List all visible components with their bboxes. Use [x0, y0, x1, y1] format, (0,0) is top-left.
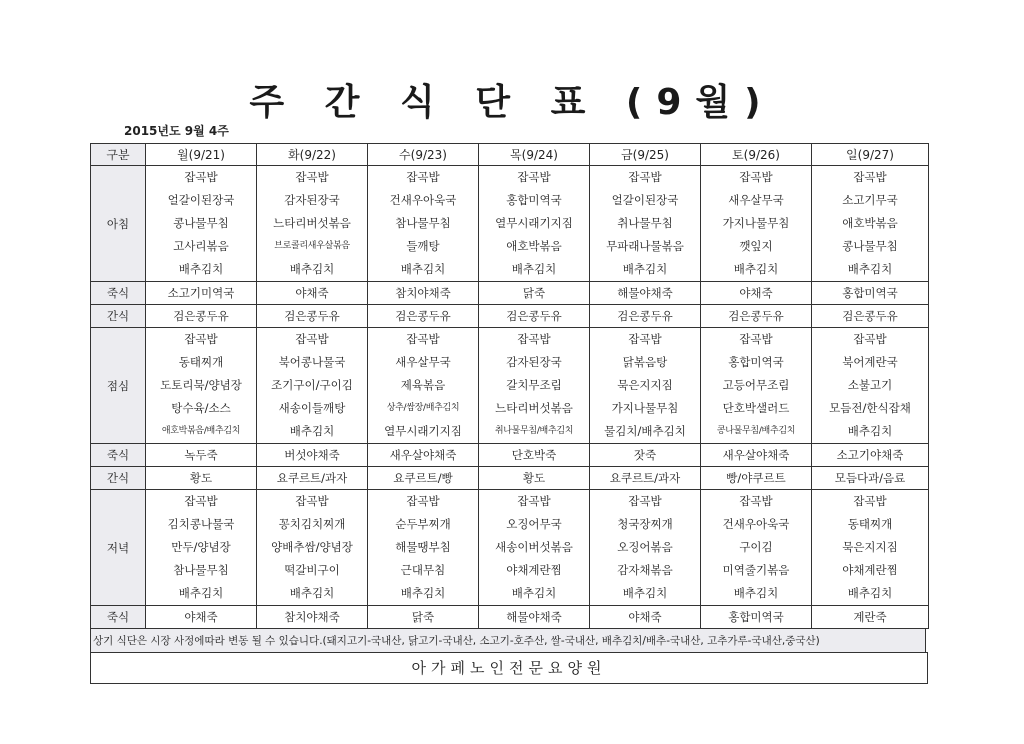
menu-item: 취나물무침/배추김치	[494, 426, 574, 436]
menu-item: 배추김치	[400, 262, 446, 276]
menu-item: 열무시래기지짐	[384, 424, 462, 438]
menu-cell: 녹두죽	[146, 444, 257, 467]
menu-cell: 요쿠르트/과자	[257, 467, 368, 490]
menu-item: 잡곡밥	[517, 494, 551, 508]
menu-cell: 빵/야쿠르트	[701, 467, 812, 490]
menu-cell: 황도	[479, 467, 590, 490]
menu-item: 양배추쌈/양념장	[271, 540, 353, 554]
menu-cell	[590, 490, 701, 606]
menu-item: 배추김치	[178, 262, 224, 276]
menu-item: 애호박볶음	[506, 239, 562, 253]
menu-cell: 소고기미역국	[146, 282, 257, 305]
menu-item: 야채계란찜	[842, 563, 898, 577]
menu-cell: 참치야채죽	[257, 606, 368, 629]
menu-cell: 검은콩두유	[701, 305, 812, 328]
menu-cell: 단호박죽	[479, 444, 590, 467]
menu-item: 도토리묵/양념장	[160, 378, 242, 392]
menu-item: 배추김치	[289, 424, 335, 438]
header-category: 구분	[91, 144, 146, 166]
menu-item: 애호박볶음/배추김치	[161, 426, 241, 436]
menu-cell: 야채죽	[257, 282, 368, 305]
header-day: 수(9/23)	[368, 144, 479, 166]
menu-cell	[701, 166, 812, 282]
menu-item: 묵은지지짐	[617, 378, 673, 392]
menu-item: 잡곡밥	[517, 332, 551, 346]
menu-item: 느타리버섯볶음	[495, 401, 573, 415]
menu-item: 잡곡밥	[184, 494, 218, 508]
menu-cell	[479, 166, 590, 282]
menu-item: 근대무침	[400, 563, 446, 577]
menu-item: 배추김치	[511, 586, 557, 600]
menu-cell	[812, 490, 929, 606]
menu-cell	[479, 490, 590, 606]
header-day: 금(9/25)	[590, 144, 701, 166]
menu-item: 김치콩나물국	[167, 517, 235, 531]
menu-cell: 야채죽	[146, 606, 257, 629]
menu-item: 배추김치	[733, 586, 779, 600]
menu-item: 잡곡밥	[295, 170, 329, 184]
meal-row	[91, 282, 929, 305]
menu-item: 배추김치	[847, 424, 893, 438]
menu-item: 홍합미역국	[506, 193, 562, 207]
menu-cell	[701, 490, 812, 606]
header-day: 토(9/26)	[701, 144, 812, 166]
menu-item: 홍합미역국	[728, 355, 784, 369]
menu-item: 조기구이/구이김	[271, 378, 353, 392]
menu-item: 잡곡밥	[295, 332, 329, 346]
menu-item: 잡곡밥	[628, 494, 662, 508]
menu-cell	[479, 328, 590, 444]
menu-item: 감자채볶음	[617, 563, 673, 577]
meal-category: 저녁	[91, 490, 146, 606]
menu-item: 새송이버섯볶음	[495, 540, 573, 554]
menu-item: 열무시래기지짐	[495, 216, 573, 230]
menu-cell: 검은콩두유	[590, 305, 701, 328]
menu-item: 가지나물무침	[722, 216, 790, 230]
menu-cell	[257, 166, 368, 282]
menu-cell: 요쿠르트/빵	[368, 467, 479, 490]
menu-item: 순두부찌개	[395, 517, 451, 531]
menu-item: 배추김치	[178, 586, 224, 600]
menu-cell	[146, 328, 257, 444]
meal-row	[91, 328, 929, 444]
menu-item: 미역줄기볶음	[722, 563, 790, 577]
meal-category: 죽식	[91, 606, 146, 629]
menu-cell	[146, 490, 257, 606]
menu-item: 콩나물무침/배추김치	[716, 426, 796, 436]
header-day: 월(9/21)	[146, 144, 257, 166]
menu-item: 콩나물무침	[842, 239, 898, 253]
week-label: 2015년도 9월 4주	[124, 124, 229, 138]
menu-item: 동태찌개	[178, 355, 224, 369]
menu-item: 참나물무침	[173, 563, 229, 577]
menu-item: 오징어볶음	[617, 540, 673, 554]
origin-notice: 상기 식단은 시장 사정에따라 변동 될 수 있습니다.(돼지고기-국내산, 닭고기-국내산, 소고기-호주산, 쌀-국내산, 배추김치/배추-국내산, 고추가루-국내산,중국산)	[90, 628, 926, 652]
menu-item: 배추김치	[847, 586, 893, 600]
menu-cell	[701, 328, 812, 444]
menu-item: 새송이들깨탕	[278, 401, 346, 415]
meal-category: 죽식	[91, 444, 146, 467]
menu-item: 배추김치	[733, 262, 779, 276]
menu-item: 잡곡밥	[739, 332, 773, 346]
menu-item: 단호박샐러드	[722, 401, 790, 415]
menu-item: 갈치무조림	[506, 378, 562, 392]
menu-item: 잡곡밥	[853, 332, 887, 346]
menu-item: 청국장찌개	[617, 517, 673, 531]
menu-item: 애호박볶음	[842, 216, 898, 230]
menu-cell	[812, 166, 929, 282]
menu-item: 꽁치김치찌개	[278, 517, 346, 531]
menu-item: 배추김치	[289, 262, 335, 276]
menu-cell	[368, 328, 479, 444]
menu-cell: 닭죽	[368, 606, 479, 629]
menu-item: 묵은지지짐	[842, 540, 898, 554]
meal-row	[91, 305, 929, 328]
menu-cell: 검은콩두유	[812, 305, 929, 328]
menu-cell: 참치야채죽	[368, 282, 479, 305]
menu-item: 고등어무조림	[722, 378, 790, 392]
menu-item: 오징어무국	[506, 517, 562, 531]
menu-cell: 모듬다과/음료	[812, 467, 929, 490]
menu-cell: 홍합미역국	[701, 606, 812, 629]
menu-item: 잡곡밥	[853, 170, 887, 184]
menu-cell: 야채죽	[701, 282, 812, 305]
menu-item: 고사리볶음	[173, 239, 229, 253]
menu-item: 깻잎지	[739, 239, 773, 253]
menu-cell	[590, 328, 701, 444]
menu-cell: 해물야채죽	[590, 282, 701, 305]
page-title: 주 간 식 단 표 (9월)	[249, 82, 775, 123]
menu-item: 배추김치	[847, 262, 893, 276]
menu-item: 배추김치	[622, 586, 668, 600]
menu-item: 참나물무침	[395, 216, 451, 230]
menu-item: 배추김치	[622, 262, 668, 276]
menu-item: 해물땡부침	[395, 540, 451, 554]
menu-item: 북어계란국	[842, 355, 898, 369]
menu-item: 새우살무국	[728, 193, 784, 207]
meal-row	[91, 606, 929, 629]
menu-cell	[812, 328, 929, 444]
menu-item: 탕수육/소스	[171, 401, 231, 415]
menu-item: 무파래나물볶음	[606, 239, 684, 253]
menu-cell: 새우살야채죽	[701, 444, 812, 467]
menu-item: 잡곡밥	[739, 170, 773, 184]
meal-row	[91, 444, 929, 467]
menu-cell	[257, 490, 368, 606]
menu-item: 떡갈비구이	[284, 563, 340, 577]
menu-cell: 버섯야채죽	[257, 444, 368, 467]
menu-item: 브로콜리새우살볶음	[274, 241, 350, 251]
menu-cell: 홍합미역국	[812, 282, 929, 305]
menu-item: 잡곡밥	[295, 494, 329, 508]
menu-item: 잡곡밥	[517, 170, 551, 184]
menu-item: 감자된장국	[284, 193, 340, 207]
menu-item: 북어콩나물국	[278, 355, 346, 369]
menu-item: 배추김치	[511, 262, 557, 276]
menu-item: 들깨탕	[406, 239, 440, 253]
menu-item: 건새우아욱국	[722, 517, 790, 531]
menu-item: 건새우아욱국	[389, 193, 457, 207]
menu-item: 모듬전/한식잡채	[829, 401, 911, 415]
menu-item: 소불고기	[847, 378, 893, 392]
menu-cell	[368, 490, 479, 606]
menu-item: 잡곡밥	[853, 494, 887, 508]
menu-item: 가지나물무침	[611, 401, 679, 415]
menu-item: 만두/양념장	[171, 540, 231, 554]
menu-cell	[257, 328, 368, 444]
meal-category: 간식	[91, 305, 146, 328]
header-row	[91, 144, 929, 166]
header-day: 화(9/22)	[257, 144, 368, 166]
meal-row	[91, 166, 929, 282]
menu-item: 잡곡밥	[628, 170, 662, 184]
menu-item: 야채계란찜	[506, 563, 562, 577]
menu-item: 동태찌개	[847, 517, 893, 531]
menu-cell: 계란죽	[812, 606, 929, 629]
menu-cell: 해물야채죽	[479, 606, 590, 629]
menu-item: 잡곡밥	[739, 494, 773, 508]
menu-cell: 검은콩두유	[257, 305, 368, 328]
header-day: 일(9/27)	[812, 144, 929, 166]
meal-category: 점심	[91, 328, 146, 444]
facility-name: 아가페노인전문요양원	[90, 652, 928, 684]
menu-cell	[590, 166, 701, 282]
menu-item: 배추김치	[400, 586, 446, 600]
menu-item: 물김치/배추김치	[604, 424, 686, 438]
menu-item: 느타리버섯볶음	[273, 216, 351, 230]
meal-row	[91, 467, 929, 490]
menu-cell: 닭죽	[479, 282, 590, 305]
menu-item: 감자된장국	[506, 355, 562, 369]
menu-item: 잡곡밥	[628, 332, 662, 346]
menu-item: 취나물무침	[617, 216, 673, 230]
menu-item: 잡곡밥	[184, 332, 218, 346]
menu-item: 잡곡밥	[406, 332, 440, 346]
menu-item: 얼갈이된장국	[167, 193, 235, 207]
menu-item: 소고기무국	[842, 193, 898, 207]
menu-item: 콩나물무침	[173, 216, 229, 230]
menu-cell: 황도	[146, 467, 257, 490]
menu-cell: 검은콩두유	[146, 305, 257, 328]
menu-item: 잡곡밥	[184, 170, 218, 184]
menu-cell: 야채죽	[590, 606, 701, 629]
meal-category: 죽식	[91, 282, 146, 305]
menu-cell: 소고기야채죽	[812, 444, 929, 467]
header-day: 목(9/24)	[479, 144, 590, 166]
menu-cell: 검은콩두유	[479, 305, 590, 328]
menu-item: 구이김	[739, 540, 773, 554]
menu-table	[90, 143, 929, 629]
meal-category: 간식	[91, 467, 146, 490]
menu-item: 배추김치	[289, 586, 335, 600]
menu-item: 잡곡밥	[406, 494, 440, 508]
menu-cell: 검은콩두유	[368, 305, 479, 328]
menu-cell	[146, 166, 257, 282]
menu-item: 새우살무국	[395, 355, 451, 369]
menu-cell: 요쿠르트/과자	[590, 467, 701, 490]
meal-category: 아침	[91, 166, 146, 282]
menu-cell: 새우살야채죽	[368, 444, 479, 467]
menu-item: 상추/쌈장/배추김치	[386, 403, 460, 413]
menu-item: 닭볶음탕	[622, 355, 668, 369]
meal-row	[91, 490, 929, 606]
menu-item: 제육볶음	[400, 378, 446, 392]
menu-cell: 잣죽	[590, 444, 701, 467]
menu-item: 잡곡밥	[406, 170, 440, 184]
menu-item: 얼갈이된장국	[611, 193, 679, 207]
menu-cell	[368, 166, 479, 282]
